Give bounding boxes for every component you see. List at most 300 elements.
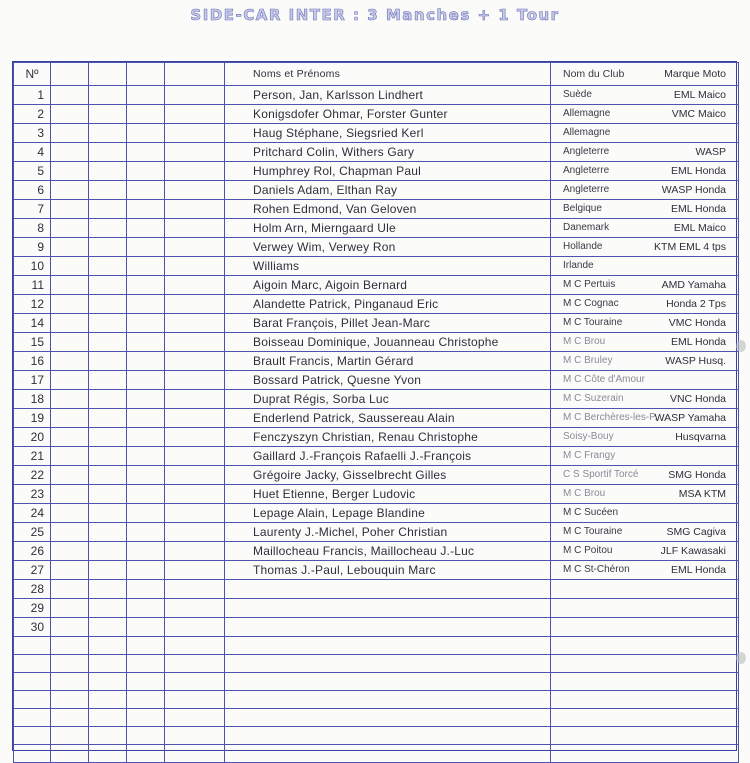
page-title: SIDE-CAR INTER : 3 Manches + 1 Tour: [190, 6, 560, 24]
row-number: [14, 673, 51, 691]
result-cell-3: [127, 352, 165, 371]
row-number: 12: [14, 295, 51, 314]
row-brand: WASP Husq.: [665, 355, 726, 367]
result-cell-4: [165, 200, 225, 219]
result-cell-1: [51, 181, 89, 200]
result-cell-3: [127, 143, 165, 162]
entry-table-body: [14, 63, 739, 763]
header-number: Nº: [14, 63, 51, 86]
row-names: [225, 673, 551, 691]
row-names: Humphrey Rol, Chapman Paul: [225, 162, 551, 181]
row-names: Bossard Patrick, Quesne Yvon: [225, 371, 551, 390]
row-number: 17: [14, 371, 51, 390]
result-cell-3: [127, 637, 165, 655]
row-names: Aigoin Marc, Aigoin Bernard: [225, 276, 551, 295]
result-cell-3: [127, 504, 165, 523]
row-club: Angleterre: [563, 165, 610, 176]
result-cell-1: [51, 333, 89, 352]
table-row: [14, 276, 739, 295]
result-cell-2: [89, 105, 127, 124]
table-row: [14, 485, 739, 504]
row-club-brand: [551, 295, 739, 314]
row-club: Angleterre: [563, 146, 610, 157]
row-club: M C Côte d'Amour: [563, 374, 645, 385]
result-cell-2: [89, 542, 127, 561]
result-cell-2: [89, 709, 127, 727]
result-cell-2: [89, 371, 127, 390]
row-names: Fenczyszyn Christian, Renau Christophe: [225, 428, 551, 447]
result-cell-4: [165, 542, 225, 561]
result-cell-3: [127, 485, 165, 504]
row-club-brand: [551, 333, 739, 352]
row-club: M C Brou: [563, 488, 606, 499]
row-names: Maillocheau Francis, Maillocheau J.-Luc: [225, 542, 551, 561]
row-number: 4: [14, 143, 51, 162]
row-club: Hollande: [563, 241, 603, 252]
result-cell-2: [89, 295, 127, 314]
result-cell-3: [127, 599, 165, 618]
result-cell-4: [165, 428, 225, 447]
table-row: [14, 105, 739, 124]
row-brand: EML Maico: [673, 89, 726, 101]
result-cell-4: [165, 691, 225, 709]
result-cell-3: [127, 727, 165, 745]
row-brand: WASP: [695, 146, 726, 158]
table-row: [14, 86, 739, 105]
result-cell-1: [51, 219, 89, 238]
result-cell-3: [127, 276, 165, 295]
row-number: 20: [14, 428, 51, 447]
table-row: [14, 745, 739, 763]
row-names: [225, 745, 551, 763]
result-cell-4: [165, 352, 225, 371]
result-cell-4: [165, 637, 225, 655]
result-cell-2: [89, 238, 127, 257]
row-names: Verwey Wim, Verwey Ron: [225, 238, 551, 257]
row-club-brand: [551, 709, 739, 727]
row-club-brand: [551, 200, 739, 219]
result-cell-2: [89, 314, 127, 333]
row-club-brand: [551, 428, 739, 447]
row-club: M C Brou: [563, 336, 606, 347]
row-names: [225, 709, 551, 727]
table-row: [14, 257, 739, 276]
row-names: Konigsdofer Ohmar, Forster Gunter: [225, 105, 551, 124]
row-number: 7: [14, 200, 51, 219]
row-club: M C Touraine: [563, 317, 623, 328]
row-names: [225, 599, 551, 618]
result-cell-2: [89, 618, 127, 637]
row-club-brand: [551, 238, 739, 257]
result-cell-1: [51, 637, 89, 655]
result-cell-4: [165, 257, 225, 276]
row-names: Daniels Adam, Elthan Ray: [225, 181, 551, 200]
table-row: [14, 333, 739, 352]
result-cell-4: [165, 447, 225, 466]
result-cell-3: [127, 580, 165, 599]
result-cell-3: [127, 162, 165, 181]
row-brand: EML Honda: [670, 165, 726, 177]
header-names: Noms et Prénoms: [225, 63, 551, 86]
row-club-brand: [551, 691, 739, 709]
result-cell-2: [89, 523, 127, 542]
row-names: Boisseau Dominique, Jouanneau Christophe: [225, 333, 551, 352]
row-number: 10: [14, 257, 51, 276]
row-names: Brault Francis, Martin Gérard: [225, 352, 551, 371]
result-cell-4: [165, 409, 225, 428]
result-cell-1: [51, 371, 89, 390]
result-cell-1: [51, 409, 89, 428]
result-cell-1: [51, 105, 89, 124]
row-number: [14, 727, 51, 745]
result-cell-4: [165, 86, 225, 105]
result-cell-3: [127, 86, 165, 105]
row-number: [14, 637, 51, 655]
row-brand: SMG Cagiva: [666, 526, 726, 538]
row-club-brand: [551, 447, 739, 466]
result-cell-3: [127, 105, 165, 124]
result-cell-3: [127, 691, 165, 709]
result-cell-2: [89, 599, 127, 618]
row-brand: EML Honda: [670, 564, 726, 576]
row-club-brand: [551, 599, 739, 618]
row-club-brand: [551, 86, 739, 105]
table-row: [14, 390, 739, 409]
header-blank-2: [89, 63, 127, 86]
row-brand: JLF Kawasaki: [660, 545, 726, 557]
row-brand: Honda 2 Tps: [666, 298, 726, 310]
row-brand: MSA KTM: [678, 488, 726, 500]
table-row: [14, 599, 739, 618]
result-cell-1: [51, 655, 89, 673]
result-cell-3: [127, 561, 165, 580]
row-number: 30: [14, 618, 51, 637]
result-cell-4: [165, 390, 225, 409]
row-names: Enderlend Patrick, Saussereau Alain: [225, 409, 551, 428]
row-names: Grégoire Jacky, Gisselbrecht Gilles: [225, 466, 551, 485]
table-row: [14, 428, 739, 447]
row-club: Allemagne: [563, 108, 611, 119]
result-cell-3: [127, 709, 165, 727]
row-number: 26: [14, 542, 51, 561]
row-brand: EML Honda: [670, 336, 726, 348]
result-cell-2: [89, 485, 127, 504]
result-cell-1: [51, 709, 89, 727]
row-names: [225, 727, 551, 745]
row-club: Irlande: [563, 260, 594, 271]
row-names: Williams: [225, 257, 551, 276]
result-cell-3: [127, 390, 165, 409]
row-brand: WASP Honda: [661, 184, 726, 196]
table-row: [14, 561, 739, 580]
entry-table: [13, 62, 739, 763]
row-club-brand: [551, 162, 739, 181]
result-cell-3: [127, 523, 165, 542]
table-row: [14, 352, 739, 371]
result-cell-4: [165, 333, 225, 352]
table-row: [14, 691, 739, 709]
row-names: [225, 637, 551, 655]
result-cell-3: [127, 314, 165, 333]
row-number: 14: [14, 314, 51, 333]
table-row: [14, 295, 739, 314]
result-cell-4: [165, 181, 225, 200]
row-names: [225, 618, 551, 637]
table-row: [14, 504, 739, 523]
row-names: Barat François, Pillet Jean-Marc: [225, 314, 551, 333]
table-row: [14, 238, 739, 257]
result-cell-4: [165, 485, 225, 504]
table-row: [14, 200, 739, 219]
header-brand: Marque Moto: [664, 68, 726, 80]
row-club-brand: [551, 504, 739, 523]
row-club-brand: [551, 257, 739, 276]
row-club-brand: [551, 352, 739, 371]
result-cell-2: [89, 162, 127, 181]
row-club: Allemagne: [563, 127, 611, 138]
header-blank-3: [127, 63, 165, 86]
result-cell-3: [127, 257, 165, 276]
result-cell-1: [51, 352, 89, 371]
row-club-brand: [551, 727, 739, 745]
result-cell-4: [165, 466, 225, 485]
result-cell-2: [89, 637, 127, 655]
result-cell-2: [89, 673, 127, 691]
row-club: C S Sportif Torcé: [563, 469, 639, 480]
row-names: [225, 691, 551, 709]
result-cell-2: [89, 655, 127, 673]
row-names: Duprat Régis, Sorba Luc: [225, 390, 551, 409]
result-cell-2: [89, 143, 127, 162]
result-cell-1: [51, 745, 89, 763]
row-club-brand: [551, 314, 739, 333]
result-cell-2: [89, 745, 127, 763]
row-brand: EML Honda: [670, 203, 726, 215]
row-number: [14, 709, 51, 727]
row-club-brand: [551, 181, 739, 200]
result-cell-1: [51, 200, 89, 219]
row-brand: VNC Honda: [669, 393, 726, 405]
result-cell-3: [127, 295, 165, 314]
row-number: 23: [14, 485, 51, 504]
result-cell-1: [51, 276, 89, 295]
row-club: M C Cognac: [563, 298, 619, 309]
result-cell-1: [51, 504, 89, 523]
result-cell-4: [165, 295, 225, 314]
result-cell-4: [165, 143, 225, 162]
table-row: [14, 655, 739, 673]
row-names: Huet Etienne, Berger Ludovic: [225, 485, 551, 504]
result-cell-4: [165, 504, 225, 523]
row-names: Haug Stéphane, Siegsried Kerl: [225, 124, 551, 143]
result-cell-3: [127, 333, 165, 352]
row-names: Alandette Patrick, Pinganaud Eric: [225, 295, 551, 314]
table-row: [14, 143, 739, 162]
row-names: Laurenty J.-Michel, Poher Christian: [225, 523, 551, 542]
result-cell-3: [127, 655, 165, 673]
header-club: Nom du Club: [563, 68, 625, 80]
row-club-brand: [551, 745, 739, 763]
table-row: [14, 447, 739, 466]
table-row: [14, 409, 739, 428]
row-number: [14, 691, 51, 709]
result-cell-4: [165, 238, 225, 257]
table-row: [14, 709, 739, 727]
result-cell-1: [51, 390, 89, 409]
table-row: [14, 371, 739, 390]
row-names: Pritchard Colin, Withers Gary: [225, 143, 551, 162]
row-number: 8: [14, 219, 51, 238]
row-number: 11: [14, 276, 51, 295]
result-cell-2: [89, 333, 127, 352]
table-header-row: [14, 63, 739, 86]
row-brand: AMD Yamaha: [661, 279, 726, 291]
result-cell-1: [51, 561, 89, 580]
result-cell-2: [89, 219, 127, 238]
row-club: M C St-Chéron: [563, 564, 630, 575]
table-row: [14, 314, 739, 333]
result-cell-4: [165, 371, 225, 390]
row-number: 22: [14, 466, 51, 485]
result-cell-4: [165, 580, 225, 599]
result-cell-2: [89, 409, 127, 428]
result-cell-2: [89, 447, 127, 466]
result-cell-2: [89, 691, 127, 709]
table-row: [14, 523, 739, 542]
row-club-brand: [551, 276, 739, 295]
punch-hole-mark: [736, 652, 746, 664]
result-cell-1: [51, 618, 89, 637]
row-club: Angleterre: [563, 184, 610, 195]
row-club: M C Frangy: [563, 450, 616, 461]
table-row: [14, 162, 739, 181]
result-cell-2: [89, 504, 127, 523]
row-names: Lepage Alain, Lepage Blandine: [225, 504, 551, 523]
row-number: [14, 745, 51, 763]
row-club-brand: [551, 409, 739, 428]
result-cell-4: [165, 727, 225, 745]
row-brand: VMC Maico: [671, 108, 726, 120]
row-club-brand: [551, 673, 739, 691]
result-cell-1: [51, 124, 89, 143]
row-number: 3: [14, 124, 51, 143]
table-row: [14, 618, 739, 637]
result-cell-3: [127, 745, 165, 763]
result-cell-2: [89, 200, 127, 219]
result-cell-2: [89, 181, 127, 200]
result-cell-2: [89, 124, 127, 143]
entry-sheet: [12, 61, 737, 751]
result-cell-4: [165, 523, 225, 542]
row-club-brand: [551, 124, 739, 143]
result-cell-1: [51, 599, 89, 618]
row-club: M C Poitou: [563, 545, 613, 556]
row-club: Soisy-Bouy: [563, 431, 614, 442]
row-club-brand: [551, 390, 739, 409]
result-cell-4: [165, 745, 225, 763]
result-cell-1: [51, 162, 89, 181]
result-cell-4: [165, 276, 225, 295]
result-cell-4: [165, 599, 225, 618]
row-number: 6: [14, 181, 51, 200]
row-club-brand: [551, 466, 739, 485]
result-cell-4: [165, 314, 225, 333]
result-cell-3: [127, 447, 165, 466]
result-cell-2: [89, 352, 127, 371]
result-cell-3: [127, 618, 165, 637]
result-cell-4: [165, 105, 225, 124]
row-brand: WASP Yamaha: [654, 412, 726, 424]
result-cell-1: [51, 295, 89, 314]
row-number: 1: [14, 86, 51, 105]
row-club-brand: [551, 561, 739, 580]
result-cell-1: [51, 580, 89, 599]
row-number: 2: [14, 105, 51, 124]
result-cell-3: [127, 200, 165, 219]
row-club-brand: [551, 542, 739, 561]
table-row: [14, 181, 739, 200]
row-club: M C Bruley: [563, 355, 613, 366]
result-cell-4: [165, 561, 225, 580]
row-names: [225, 655, 551, 673]
result-cell-1: [51, 523, 89, 542]
row-club: Suède: [563, 89, 592, 100]
row-club-brand: [551, 523, 739, 542]
row-club: M C Touraine: [563, 526, 623, 537]
result-cell-2: [89, 580, 127, 599]
result-cell-3: [127, 219, 165, 238]
row-club-brand: [551, 371, 739, 390]
row-number: 16: [14, 352, 51, 371]
row-club-brand: [551, 105, 739, 124]
result-cell-1: [51, 727, 89, 745]
row-club: Danemark: [563, 222, 610, 233]
row-names: Gaillard J.-François Rafaelli J.-François: [225, 447, 551, 466]
header-club-brand: [551, 63, 739, 86]
row-number: 15: [14, 333, 51, 352]
result-cell-3: [127, 542, 165, 561]
row-club: M C Berchères-les-P.: [563, 412, 658, 423]
result-cell-2: [89, 466, 127, 485]
result-cell-1: [51, 447, 89, 466]
row-club: M C Pertuis: [563, 279, 616, 290]
result-cell-4: [165, 219, 225, 238]
result-cell-2: [89, 561, 127, 580]
result-cell-3: [127, 371, 165, 390]
result-cell-1: [51, 673, 89, 691]
result-cell-4: [165, 673, 225, 691]
row-number: 19: [14, 409, 51, 428]
result-cell-1: [51, 143, 89, 162]
row-club-brand: [551, 637, 739, 655]
result-cell-1: [51, 466, 89, 485]
result-cell-4: [165, 655, 225, 673]
row-number: 21: [14, 447, 51, 466]
row-number: 9: [14, 238, 51, 257]
table-row: [14, 637, 739, 655]
table-row: [14, 673, 739, 691]
row-club-brand: [551, 485, 739, 504]
result-cell-1: [51, 485, 89, 504]
result-cell-1: [51, 238, 89, 257]
row-number: 18: [14, 390, 51, 409]
table-row: [14, 124, 739, 143]
row-brand: SMG Honda: [668, 469, 726, 481]
row-club-brand: [551, 580, 739, 599]
row-names: Holm Arn, Mierngaard Ule: [225, 219, 551, 238]
row-number: 29: [14, 599, 51, 618]
result-cell-3: [127, 238, 165, 257]
